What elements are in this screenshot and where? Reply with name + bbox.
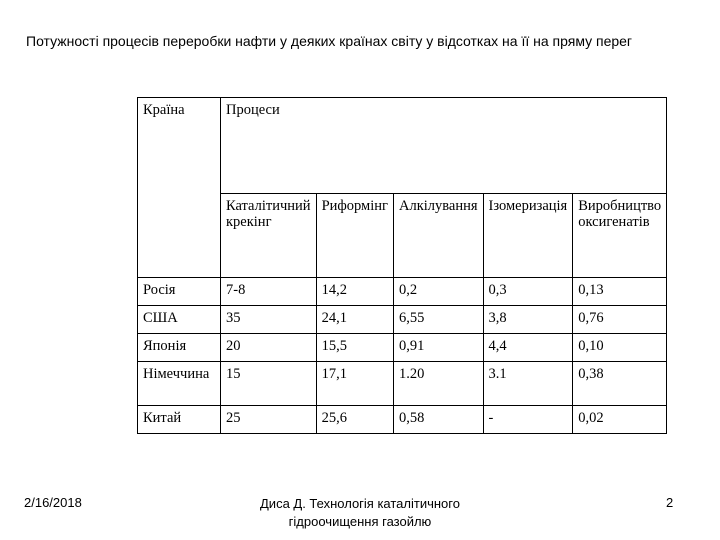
- value-cell: 0,13: [573, 278, 667, 306]
- process-header: Каталітичний крекінг: [221, 194, 317, 278]
- value-cell: -: [483, 406, 573, 434]
- country-cell: Росія: [138, 278, 221, 306]
- value-cell: 15,5: [316, 334, 393, 362]
- table-header-row: [138, 98, 667, 194]
- value-cell: 6,55: [393, 306, 483, 334]
- value-cell: 1.20: [393, 362, 483, 406]
- table-row: [138, 278, 667, 306]
- country-cell: Японія: [138, 334, 221, 362]
- country-cell: Китай: [138, 406, 221, 434]
- footer-title: Диса Д. Технологія каталітичного гідроочищення газойлю: [260, 496, 460, 529]
- table-row: [138, 334, 667, 362]
- value-cell: 24,1: [316, 306, 393, 334]
- page-number: 2: [666, 495, 674, 510]
- value-cell: 35: [221, 306, 317, 334]
- value-cell: 0,38: [573, 362, 667, 406]
- value-cell: 25: [221, 406, 317, 434]
- processes-header: Процеси: [221, 98, 667, 194]
- value-cell: 7-8: [221, 278, 317, 306]
- process-header: Риформінг: [316, 194, 393, 278]
- value-cell: 14,2: [316, 278, 393, 306]
- value-cell: 0,91: [393, 334, 483, 362]
- country-cell: США: [138, 306, 221, 334]
- table-row: [138, 306, 667, 334]
- table-row: [138, 362, 667, 406]
- processing-capacity-table: [137, 97, 667, 434]
- value-cell: 0,3: [483, 278, 573, 306]
- value-cell: 0,76: [573, 306, 667, 334]
- process-header: Ізомеризація: [483, 194, 573, 278]
- slide-title: Потужності процесів переробки нафти у деяких країнах світу у відсотках на її на пряму перег: [26, 33, 633, 49]
- country-header: Країна: [138, 98, 221, 278]
- process-header: Алкілування: [393, 194, 483, 278]
- value-cell: 25,6: [316, 406, 393, 434]
- value-cell: 0,58: [393, 406, 483, 434]
- footer-date: 2/16/2018: [24, 495, 82, 510]
- process-header: Виробництво оксигенатів: [573, 194, 667, 278]
- value-cell: 20: [221, 334, 317, 362]
- value-cell: 0,10: [573, 334, 667, 362]
- table-row: [138, 406, 667, 434]
- value-cell: 3.1: [483, 362, 573, 406]
- value-cell: 3,8: [483, 306, 573, 334]
- value-cell: 4,4: [483, 334, 573, 362]
- value-cell: 0,02: [573, 406, 667, 434]
- value-cell: 15: [221, 362, 317, 406]
- value-cell: 0,2: [393, 278, 483, 306]
- country-cell: Німеччина: [138, 362, 221, 406]
- value-cell: 17,1: [316, 362, 393, 406]
